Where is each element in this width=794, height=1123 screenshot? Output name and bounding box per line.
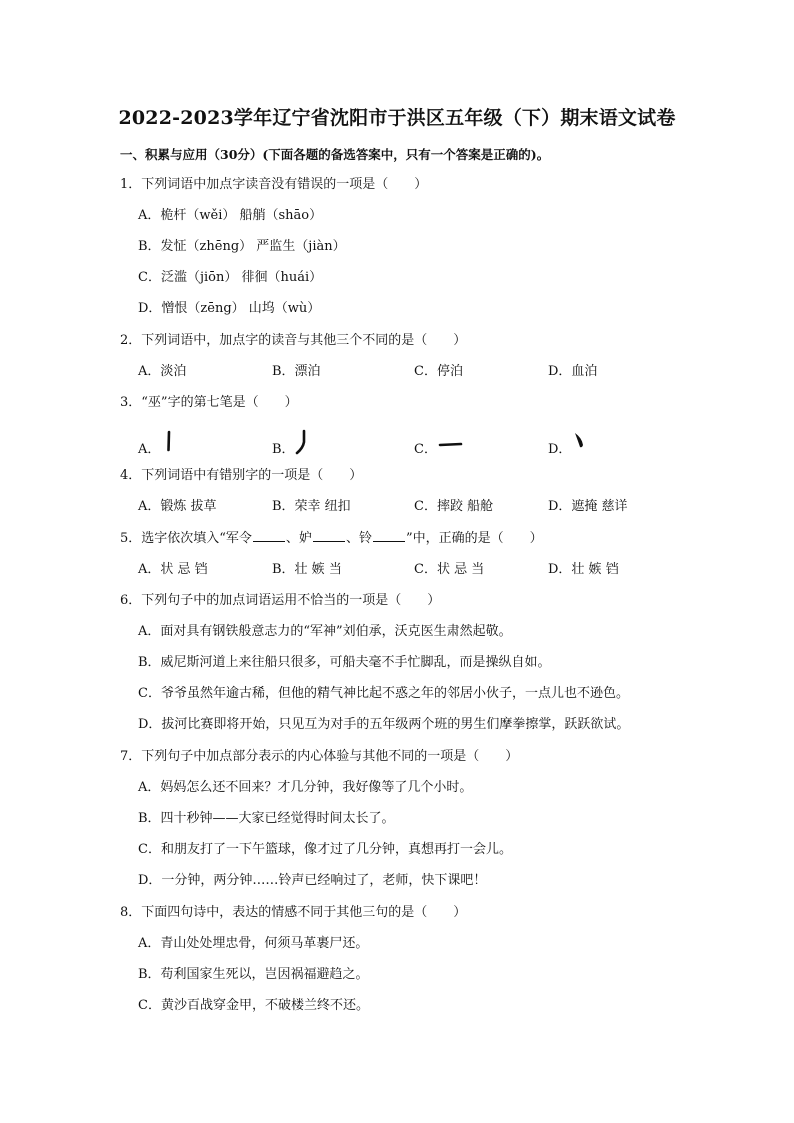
question-1-option-a[interactable]: A．桅杆（wěi） 船艄（shāo）: [138, 208, 323, 223]
question-1-option-c[interactable]: C．泛滥（jiōn） 徘徊（huái）: [138, 270, 323, 285]
question-2-option-a[interactable]: A．淡泊: [138, 364, 187, 379]
question-6-option-d[interactable]: D．拔河比赛即将开始，只见互为对手的五年级两个班的男生们摩拳擦掌，跃跃欲试。: [138, 717, 630, 732]
question-6-option-c[interactable]: C．爷爷虽然年逾古稀，但他的精气神比起不惑之年的邻居小伙子，一点儿也不逊色。: [138, 686, 629, 701]
question-2-option-c[interactable]: C．停泊: [414, 364, 463, 379]
question-5-stem-part-2: 、妒: [285, 531, 312, 546]
question-5-options: [138, 561, 658, 581]
question-2-option-b[interactable]: B．漂泊: [272, 364, 321, 379]
question-3-option-d-label: D．: [548, 442, 572, 457]
question-3-option-b-label: B．: [272, 442, 295, 457]
question-5-stem: [120, 529, 543, 548]
question-8-option-a[interactable]: A．青山处处埋忠骨，何须马革裹尸还。: [138, 936, 369, 951]
question-8-stem: 8．下面四句诗中，表达的情感不同于其他三句的是（ ）: [120, 905, 467, 920]
question-1-option-b[interactable]: B．发怔（zhēng） 严监生（jiàn）: [138, 239, 346, 254]
vertical-stroke-icon: [160, 428, 176, 458]
question-3-option-a-label: A．: [138, 442, 161, 457]
horizontal-stroke-icon: [436, 428, 466, 458]
answer-blank-1[interactable]: [253, 529, 285, 542]
question-7-option-d[interactable]: D．一分钟，两分钟……铃声已经响过了，老师，快下课吧！: [138, 873, 487, 888]
question-4-option-d[interactable]: D．遮掩 慈详: [548, 499, 628, 514]
question-6-option-a[interactable]: A．面对具有钢铁般意志力的“军神”刘伯承，沃克医生肃然起敬。: [138, 624, 512, 639]
question-2-stem: 2．下列词语中，加点字的读音与其他三个不同的是（ ）: [120, 333, 467, 348]
dot-stroke-icon: [570, 428, 588, 458]
question-5-stem-part-4: ”中，正确的是（ ）: [405, 531, 543, 546]
question-1-option-d[interactable]: D．憎恨（zēng） 山坞（wù）: [138, 301, 321, 316]
question-8-option-b[interactable]: B．苟利国家生死以，岂因祸福避趋之。: [138, 967, 369, 982]
question-4-option-a[interactable]: A．锻炼 拔草: [138, 499, 217, 514]
question-7-option-c[interactable]: C．和朋友打了一下午篮球，像才过了几分钟，真想再打一会儿。: [138, 842, 512, 857]
left-falling-stroke-icon: [294, 428, 310, 458]
question-3-stem: 3．“巫”字的第七笔是（ ）: [120, 395, 298, 410]
section-heading: 一、积累与应用（30分）(下面各题的备选答案中，只有一个答案是正确的)。: [120, 147, 550, 162]
question-3-option-c-label: C．: [414, 442, 437, 457]
question-2-options: [138, 363, 658, 383]
question-2-option-d[interactable]: D．血泊: [548, 364, 598, 379]
question-1-stem: 1．下列词语中加点字读音没有错误的一项是（ ）: [120, 177, 428, 192]
question-4-options: [138, 498, 658, 518]
answer-blank-2[interactable]: [313, 529, 345, 542]
question-5-option-a[interactable]: A．状 忌 铛: [138, 562, 208, 577]
question-8-option-c[interactable]: C．黄沙百战穿金甲，不破楼兰终不还。: [138, 998, 369, 1013]
question-5-stem-part-1: 5．选字依次填入“军令: [120, 531, 252, 546]
question-7-option-a[interactable]: A．妈妈怎么还不回来？才几分钟，我好像等了几个小时。: [138, 780, 473, 795]
question-5-option-b[interactable]: B．壮 嫉 当: [272, 562, 342, 577]
exam-title: 2022-2023学年辽宁省沈阳市于洪区五年级（下）期末语文试卷: [118, 107, 676, 129]
question-3-options: [138, 428, 658, 458]
question-5-option-c[interactable]: C．状 忌 当: [414, 562, 485, 577]
question-4-option-b[interactable]: B．荣幸 纽扣: [272, 499, 351, 514]
question-6-option-b[interactable]: B．威尼斯河道上来往船只很多，可船夫毫不手忙脚乱，而是操纵自如。: [138, 655, 551, 670]
question-7-stem: 7．下列句子中加点部分表示的内心体验与其他不同的一项是（ ）: [120, 749, 519, 764]
answer-blank-3[interactable]: [373, 529, 405, 542]
question-4-stem: 4．下列词语中有错别字的一项是（ ）: [120, 468, 363, 483]
question-6-stem: 6．下列句子中的加点词语运用不恰当的一项是（ ）: [120, 593, 441, 608]
question-5-stem-part-3: 、铃: [345, 531, 372, 546]
question-4-option-c[interactable]: C．摔跤 船舱: [414, 499, 494, 514]
question-7-option-b[interactable]: B．四十秒钟——大家已经觉得时间太长了。: [138, 811, 395, 826]
question-5-option-d[interactable]: D．壮 嫉 铛: [548, 562, 619, 577]
